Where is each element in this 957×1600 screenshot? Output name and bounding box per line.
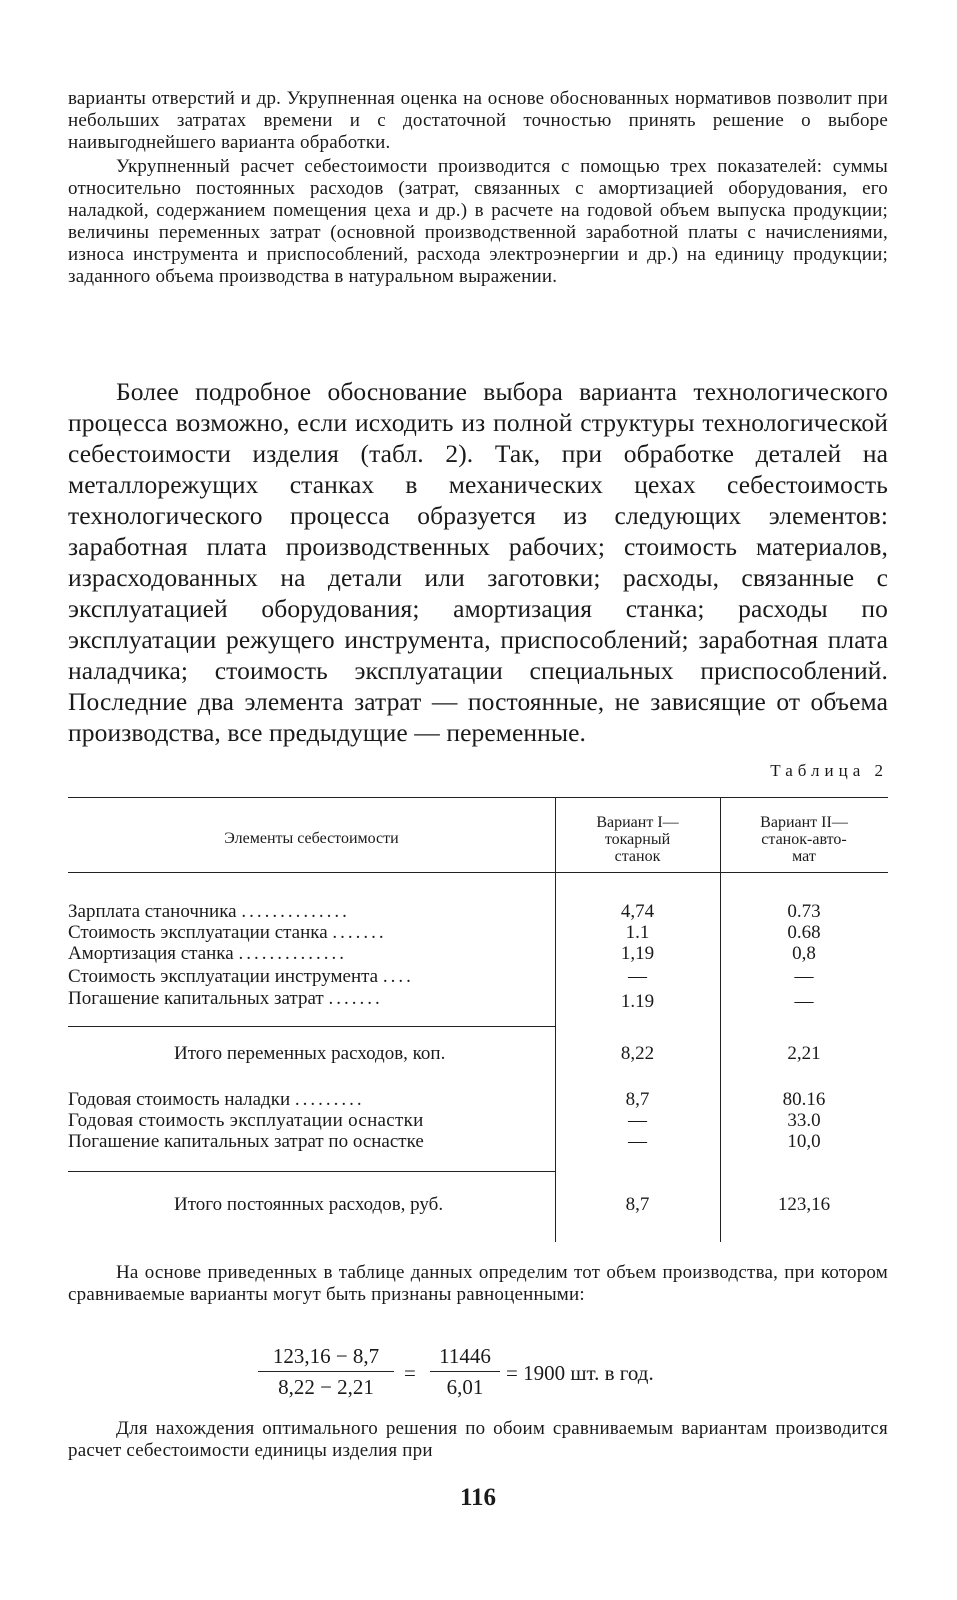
subtotal-2-rule [68, 1171, 555, 1172]
value-variant-2: 33.0 [787, 1110, 821, 1131]
value-variant-2: — [794, 966, 814, 987]
value-variant-2: 0.68 [787, 922, 821, 943]
total-variable-variant-1: 8,22 [620, 1043, 655, 1064]
header-variant-1-line2: токарный [604, 831, 671, 848]
fraction-1-numerator: 123,16 − 8,7 [272, 1344, 380, 1368]
value-variant-1: 1.19 [620, 991, 655, 1012]
breakeven-formula [258, 1343, 778, 1409]
value-variant-1: 8,7 [625, 1089, 650, 1110]
large-text-block [68, 376, 888, 748]
leader-dots: ....... [332, 922, 387, 943]
value-variant-1: 1,19 [620, 943, 655, 964]
leader-dots: ......... [294, 1089, 365, 1110]
fraction-1-bar [258, 1371, 394, 1372]
total-variable-variant-2: 2,21 [787, 1043, 821, 1064]
header-variant-2-line2: станок-авто- [761, 831, 847, 848]
total-variable-label: Итого переменных расходов, коп. [174, 1043, 446, 1064]
header-variant-1-line3: станок [614, 848, 661, 865]
paragraph-4: На основе приведенных в таблице данных определим тот объем производства, при котором сравниваемые варианты могут быть признаны равноценными: [68, 1262, 888, 1305]
value-variant-1: — [628, 1110, 647, 1131]
row-label: Годовая стоимость эксплуатации оснастки [68, 1110, 424, 1131]
row-label: Стоимость эксплуатации станка [68, 922, 328, 943]
value-variant-2: — [794, 991, 814, 1012]
last-text-block [68, 1418, 888, 1462]
row-label: Годовая стоимость наладки [68, 1089, 291, 1110]
row-label: Амортизация станка [68, 943, 234, 964]
equals-sign: = [404, 1361, 416, 1385]
fraction-2-denominator: 6,01 [446, 1375, 484, 1399]
table-caption: Таблица 2 [770, 761, 888, 780]
row-label: Погашение капитальных затрат по оснастке [68, 1131, 424, 1152]
row-label: Зарплата станочника [68, 901, 237, 922]
fraction-2-numerator: 11446 [439, 1344, 491, 1368]
header-variant-2-line1: Вариант II— [760, 814, 848, 831]
leader-dots: ....... [328, 988, 383, 1009]
fraction-1 [258, 1343, 394, 1400]
paragraph-1: варианты отверстий и др. Укрупненная оценка на основе обоснованных нормативов позволит при небольших затратах времени и с достаточной точностью принять решение о выборе наивыгоднейшего варианта обработки. [68, 88, 888, 153]
header-variant-2-line3: мат [792, 848, 816, 865]
header-elements: Элементы себестоимости [224, 830, 399, 847]
after-table-block [68, 1262, 888, 1306]
value-variant-2: 10,0 [787, 1131, 821, 1152]
page-number: 116 [459, 1484, 497, 1511]
formula-result: = 1900 шт. в год. [506, 1361, 654, 1385]
total-fixed-variant-2: 123,16 [777, 1194, 831, 1215]
fraction-2-bar [430, 1371, 500, 1372]
value-variant-2: 0,8 [792, 943, 816, 964]
book-page [68, 0, 888, 1600]
fraction-1-denominator: 8,22 − 2,21 [278, 1375, 374, 1399]
table-top-rule [68, 797, 888, 798]
small-text-block [68, 88, 888, 288]
paragraph-2: Укрупненный расчет себестоимости производится с помощью трех показателей: суммы относительно постоянных расходов (затрат, связанных с амортизацией оборудования, его наладкой, содержанием помещения цеха и др.) в расчете на годовой объем выпуска продукции; величины переменных затрат (основной производственной заработной платы с начислениями, износа инструмента и приспособлений, расхода электроэнергии и др.) на единицу продукции; заданного объема производства в натуральном выражении. [68, 156, 888, 287]
leader-dots: .............. [241, 901, 350, 922]
value-variant-1: — [628, 966, 647, 987]
value-variant-2: 80.16 [782, 1089, 826, 1110]
header-variant-1 [555, 814, 720, 865]
paragraph-3: Более подробное обоснование выбора варианта технологического процесса возможно, если исходить из полной структуры технологической себестоимости изделия (табл. 2). Так, при обработке деталей на металлорежущих станках в механических цехах себестоимость технологического процесса образуется из следующих элементов: заработная плата производственных рабочих; стоимость материалов, израсходованных на детали или заготовки; расходы, связанные с эксплуатацией оборудования; амортизация станка; расходы по эксплуатации режущего инструмента, приспособлений; заработная плата наладчика; стоимость эксплуатации специальных приспособлений. Последние два элемента затрат — постоянные, не зависящие от объема производства, все предыдущие — переменные. [68, 377, 888, 747]
value-variant-2: 0.73 [787, 901, 821, 922]
value-variant-1: 1.1 [625, 922, 650, 943]
header-variant-2 [720, 814, 888, 865]
table-header-rule [68, 872, 888, 873]
row-label: Стоимость эксплуатации инструмента [68, 966, 379, 987]
value-variant-1: 4,74 [620, 901, 655, 922]
value-variant-1: — [628, 1131, 647, 1152]
fraction-2 [430, 1343, 500, 1400]
total-fixed-variant-1: 8,7 [625, 1194, 650, 1215]
leader-dots: .... [382, 966, 414, 987]
cost-table [68, 797, 888, 1242]
paragraph-5: Для нахождения оптимального решения по обоим сравниваемым вариантам производится расчет себестоимости единицы изделия при [68, 1418, 888, 1461]
row-label: Погашение капитальных затрат [68, 988, 324, 1009]
subtotal-1-rule [68, 1026, 555, 1027]
total-fixed-label: Итого постоянных расходов, руб. [174, 1194, 444, 1215]
header-variant-1-line1: Вариант I— [596, 814, 679, 831]
leader-dots: .............. [238, 943, 347, 964]
